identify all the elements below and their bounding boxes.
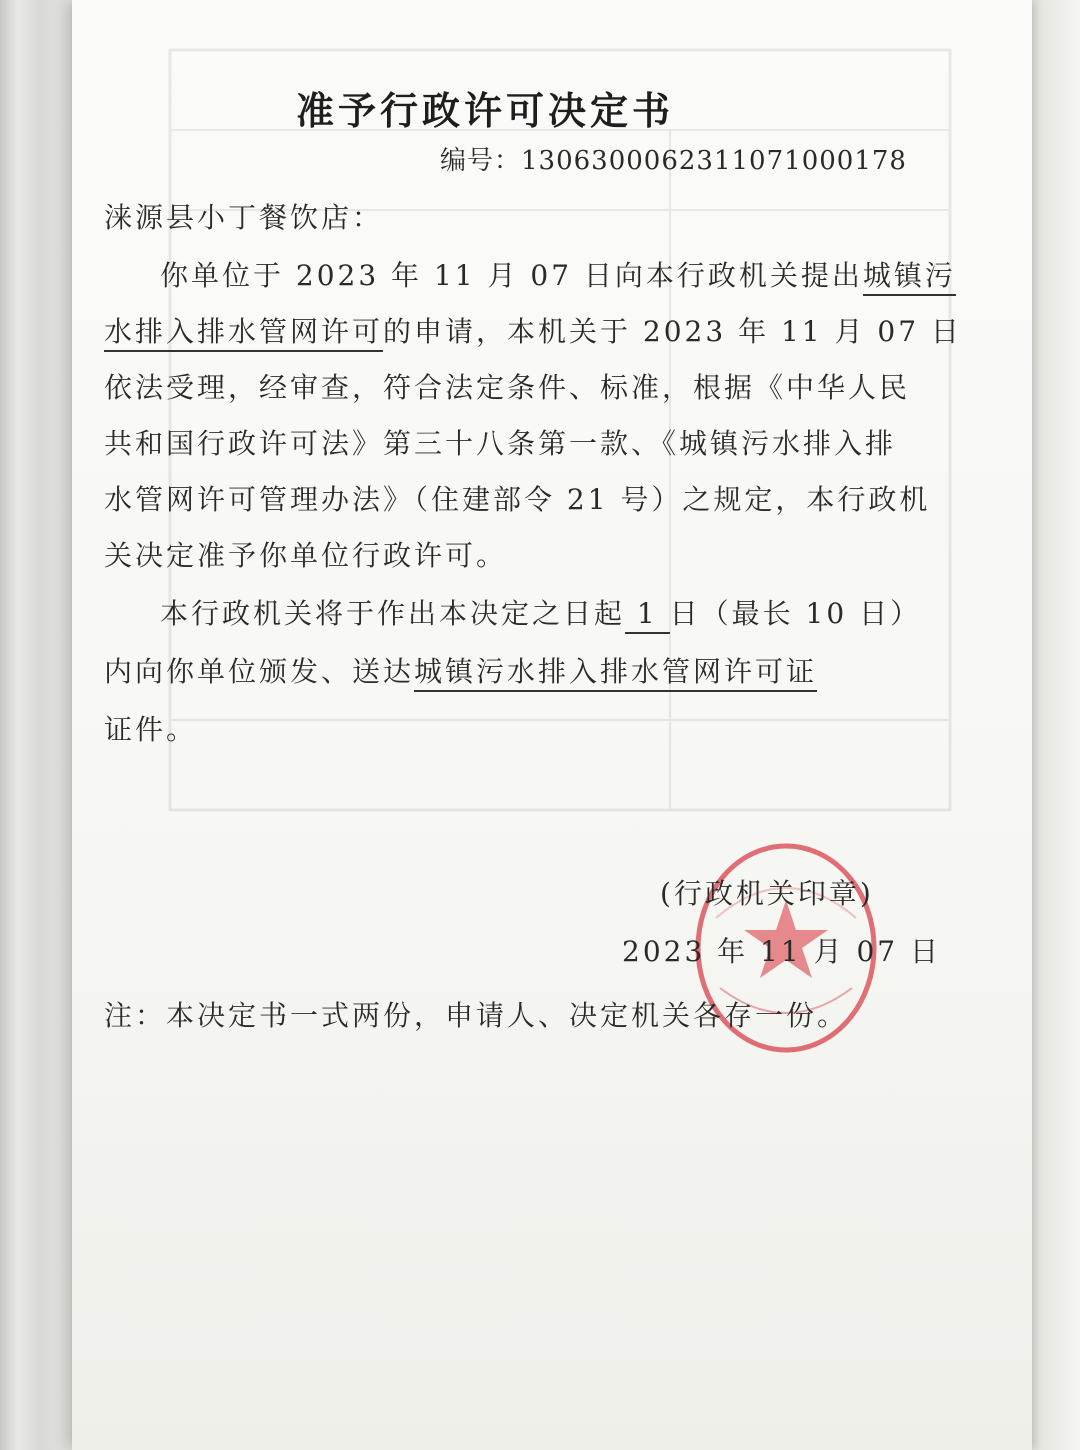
document-title: 准予行政许可决定书 [296, 88, 675, 133]
underlined-text: 城镇污水排入排水管网许可证 [414, 655, 817, 692]
underlined-text: 城镇污 [863, 259, 956, 296]
seal-label: (行政机关印章) [660, 877, 874, 910]
footnote: 注：本决定书一式两份，申请人、决定机关各存一份。 [104, 999, 849, 1032]
text-run: 本行政机关将于作出本决定之日起 [160, 597, 626, 630]
paragraph-1-line-1 [160, 254, 956, 294]
background-page-edge [1032, 0, 1080, 1450]
text-run: 日（最长 10 日） [669, 597, 922, 630]
paragraph-1-line-5: 水管网许可管理办法》（住建部令 21 号）之规定，本行政机 [104, 483, 931, 516]
paragraph-2-line-2 [104, 650, 817, 690]
paragraph-1-line-6: 关决定准予你单位行政许可。 [104, 539, 508, 572]
document-number [440, 140, 907, 177]
paragraph-1-line-4: 共和国行政许可法》第三十八条第一款、《城镇污水排入排 [104, 427, 897, 460]
text-run: 的申请，本机关于 2023 年 11 月 07 日 [383, 315, 962, 348]
underlined-text: 水排入排水管网许可 [104, 315, 383, 352]
underlined-days: 1 [625, 597, 670, 634]
paragraph-1-line-2 [104, 310, 962, 350]
text-run: 你单位于 2023 年 11 月 07 日向本行政机关提出 [160, 259, 863, 292]
text-run: 内向你单位颁发、送达 [104, 655, 415, 688]
issue-date: 2023 年 11 月 07 日 [622, 935, 942, 968]
document-number-value: 13063000623110710001​78 [521, 146, 907, 176]
paragraph-1-line-3: 依法受理，经审查，符合法定条件、标准，根据《中华人民 [104, 371, 911, 404]
paragraph-2-line-3: 证件。 [104, 713, 198, 746]
addressee: 涞源县小丁餐饮店： [104, 201, 384, 234]
paragraph-2-line-1 [160, 592, 921, 632]
document-number-label: 编号： [440, 146, 522, 176]
